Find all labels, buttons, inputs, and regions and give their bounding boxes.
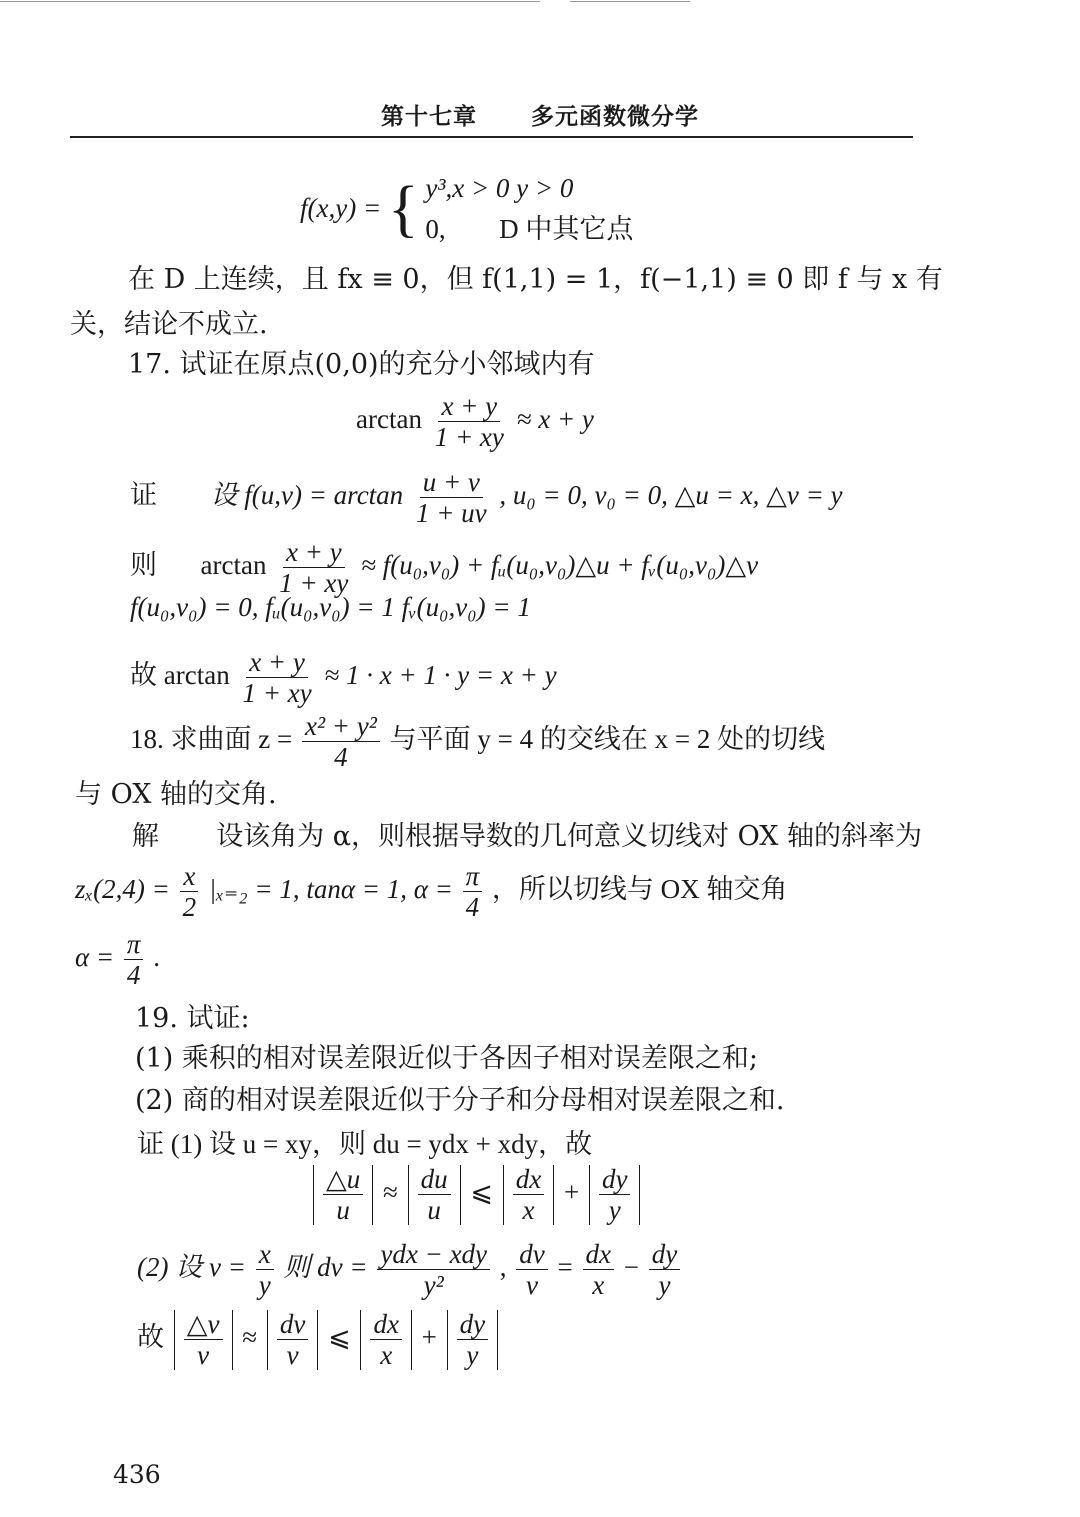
numerator: u + v [420,468,483,498]
fraction [256,1240,274,1300]
case-1: y³,x > 0 y > 0 [425,173,574,203]
numerator: x + y [246,648,308,678]
fraction [463,862,483,922]
problem-19-item-2: (2) 商的相对误差限近似于分子和分母相对误差限之和. [135,1085,785,1116]
denominator: 1 + xy [434,422,504,453]
fraction [432,392,507,452]
denominator: u [427,1195,441,1226]
denominator: x [592,1270,605,1301]
problem-18-statement-line2: 与 OX 轴的交角. [75,779,277,810]
solution-18-answer [75,930,160,990]
problem-19-statement: 19. 试证: [135,1003,250,1034]
para1-line1: 在 D 上连续，且 fx ≡ 0，但 f(1,1) = 1，f(−1,1) ≡ 0 即 f 与 x 有 [128,264,943,295]
minus-sign: − [623,1252,639,1283]
proof-set-text: 设 f(u,v) = arctan [210,480,404,511]
numerator: dx [370,1310,401,1340]
numerator: △u [323,1165,363,1195]
arctan-text: arctan [356,404,422,435]
hence-label: 故 [137,1322,164,1353]
numerator: du [418,1165,451,1195]
proof-17-setup [130,468,843,528]
numerator: dx [583,1240,614,1270]
fraction [239,648,314,708]
abs-value [589,1165,640,1225]
numerator: x + y [438,392,500,422]
zx-mid: |ₓ₌₂ = 1, tanα = 1, α = [208,874,453,905]
equals-sign: = [557,1252,573,1283]
fraction [276,538,351,598]
numerator: x + y [283,538,345,568]
case-2-value: 0, [425,213,446,244]
numerator: π [124,930,144,960]
fraction [583,1240,614,1300]
piecewise-lhs: f(x,y) = [300,193,382,223]
numerator: dv [516,1240,547,1270]
chapter-title: 多元函数微分学 [531,103,700,130]
leq-sign: ⩽ [328,1322,351,1353]
numerator: dv [277,1310,308,1340]
proof-17-hence [130,648,557,708]
abs-value [408,1165,461,1225]
abs-value [503,1165,554,1225]
denominator: y² [423,1270,444,1301]
fraction [377,1240,490,1300]
denominator: 4 [334,742,348,773]
arctan-text: arctan [200,550,267,581]
problem-17-equation [356,392,594,452]
part2-mid: 则 dv = [283,1252,368,1283]
equation-rhs: ≈ x + y [516,404,594,435]
alpha-pre: α = [75,942,115,973]
abs-value [267,1310,318,1370]
solution-18-derivative [75,862,787,922]
denominator: y [258,1270,271,1301]
denominator: 1 + uv [415,498,487,529]
approx-sign: ≈ [383,1177,398,1208]
left-brace: { [387,172,419,244]
zx-post: ，所以切线与 OX 轴交角 [491,874,788,905]
proof-19-part1: 证 (1) 设 u = xy，则 du = ydx + xdy，故 [137,1129,593,1159]
piecewise-function [300,168,633,249]
fraction [649,1240,680,1300]
hence-rhs: ≈ 1 · x + 1 · y = x + y [324,660,557,691]
proof-rest-text: , u₀ = 0, v₀ = 0, △u = x, △v = y [499,480,843,511]
denominator: x [522,1195,535,1226]
chapter-label: 第十七章 [380,103,477,130]
denominator: v [197,1340,210,1371]
stmt-pre: 18. 求曲面 z = [130,724,293,755]
denominator: u [336,1195,350,1226]
denominator: y [466,1340,479,1371]
abs-value [447,1310,498,1370]
case-2 [425,209,633,250]
approx-sign: ≈ [242,1322,258,1353]
page-number: 436 [113,1460,161,1489]
denominator: 1 + xy [242,678,312,709]
proof-17-then [130,538,758,598]
numerator: x² + y² [302,712,380,742]
inequality-2 [137,1310,501,1370]
header-rule [70,136,913,138]
piecewise-cases [425,168,633,249]
para1-line2: 关，结论不成立. [70,309,268,340]
denominator: 4 [465,892,480,923]
problem-19-item-1: (1) 乘积的相对误差限近似于各因子相对误差限之和; [135,1043,758,1074]
denominator: 4 [126,960,141,991]
denominator: x [380,1340,393,1371]
abs-value [313,1165,373,1225]
denominator: y [658,1270,671,1301]
plus-sign: + [421,1322,437,1353]
denominator: y [608,1195,621,1226]
numerator: x [180,862,198,892]
case-2-condition: D 中其它点 [499,213,634,244]
solution-18 [132,814,922,853]
denominator: 2 [182,892,197,923]
fraction [516,1240,547,1300]
comma: , [499,1252,507,1283]
proof-17-values: f(u₀,v₀) = 0, fᵤ(u₀,v₀) = 1 fᵥ(u₀,v₀) = 1 [130,592,531,622]
leq-sign: ⩽ [470,1177,493,1208]
numerator: dx [513,1165,544,1195]
hence-label: 故 arctan [130,660,230,691]
denominator: v [286,1340,299,1371]
fraction [302,712,380,772]
numerator: dy [649,1240,680,1270]
fraction [413,468,490,528]
fraction [180,862,200,922]
fraction [124,930,144,990]
solution-label: 解 [132,821,159,852]
numerator: △v [184,1310,223,1340]
denominator: v [526,1270,539,1301]
numerator: π [463,862,483,892]
numerator: dy [457,1310,488,1340]
plus-sign: + [563,1177,580,1208]
solution-text: 设该角为 α，则根据导数的几何意义切线对 OX 轴的斜率为 [216,821,923,852]
numerator: ydx − xdy [377,1240,490,1270]
alpha-post: . [153,942,160,973]
stmt-post: 与平面 y = 4 的交线在 x = 2 处的切线 [389,724,826,755]
abs-value [174,1310,233,1370]
then-label: 则 [130,550,157,581]
proof-label: 证 [130,480,157,511]
problem-18-statement [130,712,825,772]
abs-value [360,1310,411,1370]
denominator: 1 + xy [279,568,349,599]
then-rhs: ≈ f(u₀,v₀) + fᵤ(u₀,v₀)△u + fᵥ(u₀,v₀)△v [361,550,759,581]
numerator: dy [599,1165,630,1195]
inequality-1 [310,1165,643,1225]
problem-17-statement: 17. 试证在原点(0,0)的充分小邻域内有 [128,349,595,380]
proof-19-part2 [137,1240,683,1300]
zx-pre: zₓ(2,4) = [75,874,170,905]
scan-top-edge [0,0,1080,4]
running-header [0,98,1080,131]
numerator: x [256,1240,274,1270]
part2-pre: (2) 设 v = [137,1252,246,1283]
